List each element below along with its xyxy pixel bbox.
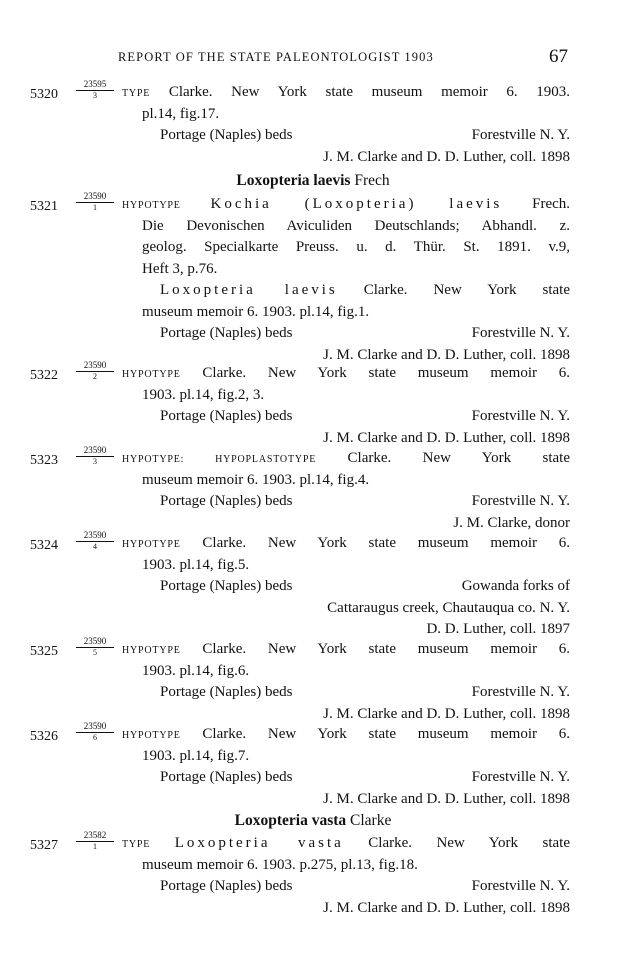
locality: Portage (Naples) beds bbox=[160, 325, 293, 341]
place: Gowanda forks of bbox=[461, 578, 570, 594]
citation-line: museum memoir 6. 1903. pl.14, fig.1. bbox=[142, 303, 370, 320]
entry-number: 5323 bbox=[30, 453, 58, 468]
locality: Portage (Naples) beds bbox=[160, 127, 293, 143]
collector: J. M. Clarke and D. D. Luther, coll. 1898 bbox=[323, 790, 570, 807]
catalog-fraction: $\frac{23590}{1}$ bbox=[76, 192, 114, 212]
citation-line: Clarke. New York state museum memoir 6. bbox=[202, 535, 570, 551]
citation-line: Die Devonischen Aviculiden Deutschlands; Abhandl. z. bbox=[142, 217, 570, 234]
type-label: HYPOTYPE bbox=[122, 730, 181, 741]
catalog-entry bbox=[30, 721, 570, 810]
place: Forestville N. Y. bbox=[471, 325, 570, 341]
type-label: HYPOTYPE bbox=[122, 369, 181, 380]
citation-line: museum memoir 6. 1903. p.275, pl.13, fig.18. bbox=[142, 856, 418, 873]
entry-number: 5325 bbox=[30, 644, 58, 659]
citation-line: Clarke. New York state bbox=[337, 282, 570, 298]
entry-number: 5321 bbox=[30, 199, 58, 214]
place: Forestville N. Y. bbox=[471, 684, 570, 700]
type-label: HYPOTYPE bbox=[122, 645, 181, 656]
catalog-entry bbox=[30, 79, 570, 168]
locality: Portage (Naples) beds bbox=[160, 408, 293, 424]
page-header bbox=[118, 46, 568, 68]
citation-line: Heft 3, p.76. bbox=[142, 260, 218, 277]
entry-number: 5322 bbox=[30, 368, 58, 383]
running-title: REPORT OF THE STATE PALEONTOLOGIST 1903 bbox=[118, 50, 434, 64]
locality: Portage (Naples) beds bbox=[160, 493, 293, 509]
citation-line: Clarke. New York state museum memoir 6. 1903. bbox=[168, 84, 570, 100]
citation-line: Clarke. New York state bbox=[347, 450, 570, 466]
locality: Portage (Naples) beds bbox=[160, 769, 293, 785]
type-label: HYPOTYPE bbox=[122, 200, 181, 211]
citation-line: pl.14, fig.17. bbox=[142, 105, 220, 122]
citation-line: 1903. pl.14, fig.7. bbox=[142, 747, 250, 764]
place: Forestville N. Y. bbox=[471, 878, 570, 894]
citation-line: Clarke. New York state museum memoir 6. bbox=[202, 726, 570, 742]
collector: D. D. Luther, coll. 1897 bbox=[426, 621, 570, 637]
catalog-fraction: $\frac{23590}{3}$ bbox=[76, 446, 114, 466]
citation-line: geolog. Specialkarte Preuss. u. d. Thür. St. 1891. v.9, bbox=[142, 239, 570, 255]
catalog-entry bbox=[30, 191, 571, 366]
entry-number: 5324 bbox=[30, 538, 58, 553]
entry-number: 5320 bbox=[30, 87, 58, 102]
catalog-entry bbox=[30, 530, 570, 641]
citation-line: Clarke. New York state bbox=[343, 835, 570, 851]
place-continued: Cattaraugus creek, Chautauqua co. N. Y. bbox=[327, 599, 570, 616]
type-label: HYPOTYPE bbox=[122, 539, 181, 550]
collector: J. M. Clarke and D. D. Luther, coll. 1898 bbox=[323, 346, 570, 363]
catalog-entry bbox=[30, 636, 570, 725]
locality: Portage (Naples) beds bbox=[160, 578, 293, 594]
species-heading: Loxopteria vasta Clarke bbox=[234, 812, 392, 829]
catalog-fraction: $\frac{23590}{5}$ bbox=[76, 637, 114, 657]
citation-line: museum memoir 6. 1903. pl.14, fig.4. bbox=[142, 471, 370, 488]
entry-number: 5327 bbox=[30, 838, 58, 853]
type-label: TYPE bbox=[122, 839, 151, 850]
catalog-fraction: $\frac{23582}{1}$ bbox=[76, 831, 114, 851]
catalog-entry bbox=[30, 445, 570, 534]
citation-line: 1903. pl.14, fig.6. bbox=[142, 662, 250, 679]
catalog-fraction: $\frac{23590}{4}$ bbox=[76, 531, 114, 551]
collector: J. M. Clarke and D. D. Luther, coll. 1898 bbox=[323, 148, 570, 165]
taxon-name: Loxopteria laevis bbox=[160, 282, 338, 298]
place: Forestville N. Y. bbox=[471, 408, 570, 424]
type-label: TYPE bbox=[122, 88, 151, 99]
catalog-fraction: $\frac{23595}{3}$ bbox=[76, 80, 114, 100]
taxon-name: Loxopteria vasta bbox=[174, 835, 344, 851]
citation-line: Frech. bbox=[502, 196, 571, 212]
catalog-entry bbox=[30, 360, 570, 449]
locality: Portage (Naples) beds bbox=[160, 878, 293, 894]
catalog-entry bbox=[30, 830, 570, 919]
citation-line: Clarke. New York state museum memoir 6. bbox=[202, 641, 570, 657]
place: Forestville N. Y. bbox=[471, 127, 570, 143]
citation-line: 1903. pl.14, fig.5. bbox=[142, 556, 250, 573]
page-number: 67 bbox=[549, 46, 568, 67]
taxon-name: Kochia (Loxopteria) laevis bbox=[210, 196, 503, 212]
catalog-fraction: $\frac{23590}{6}$ bbox=[76, 722, 114, 742]
catalog-fraction: $\frac{23590}{2}$ bbox=[76, 361, 114, 381]
collector: J. M. Clarke and D. D. Luther, coll. 1898 bbox=[323, 705, 570, 722]
type-label: HYPOTYPE: HYPOPLASTOTYPE bbox=[122, 454, 317, 465]
locality: Portage (Naples) beds bbox=[160, 684, 293, 700]
place: Forestville N. Y. bbox=[471, 769, 570, 785]
collector: J. M. Clarke and D. D. Luther, coll. 1898 bbox=[323, 429, 570, 446]
place: Forestville N. Y. bbox=[471, 493, 570, 509]
citation-line: 1903. pl.14, fig.2, 3. bbox=[142, 386, 265, 403]
species-heading: Loxopteria laevis Frech bbox=[236, 172, 390, 189]
entry-number: 5326 bbox=[30, 729, 58, 744]
collector: J. M. Clarke and D. D. Luther, coll. 1898 bbox=[323, 899, 570, 916]
collector: J. M. Clarke, donor bbox=[453, 514, 570, 531]
citation-line: Clarke. New York state museum memoir 6. bbox=[202, 365, 570, 381]
